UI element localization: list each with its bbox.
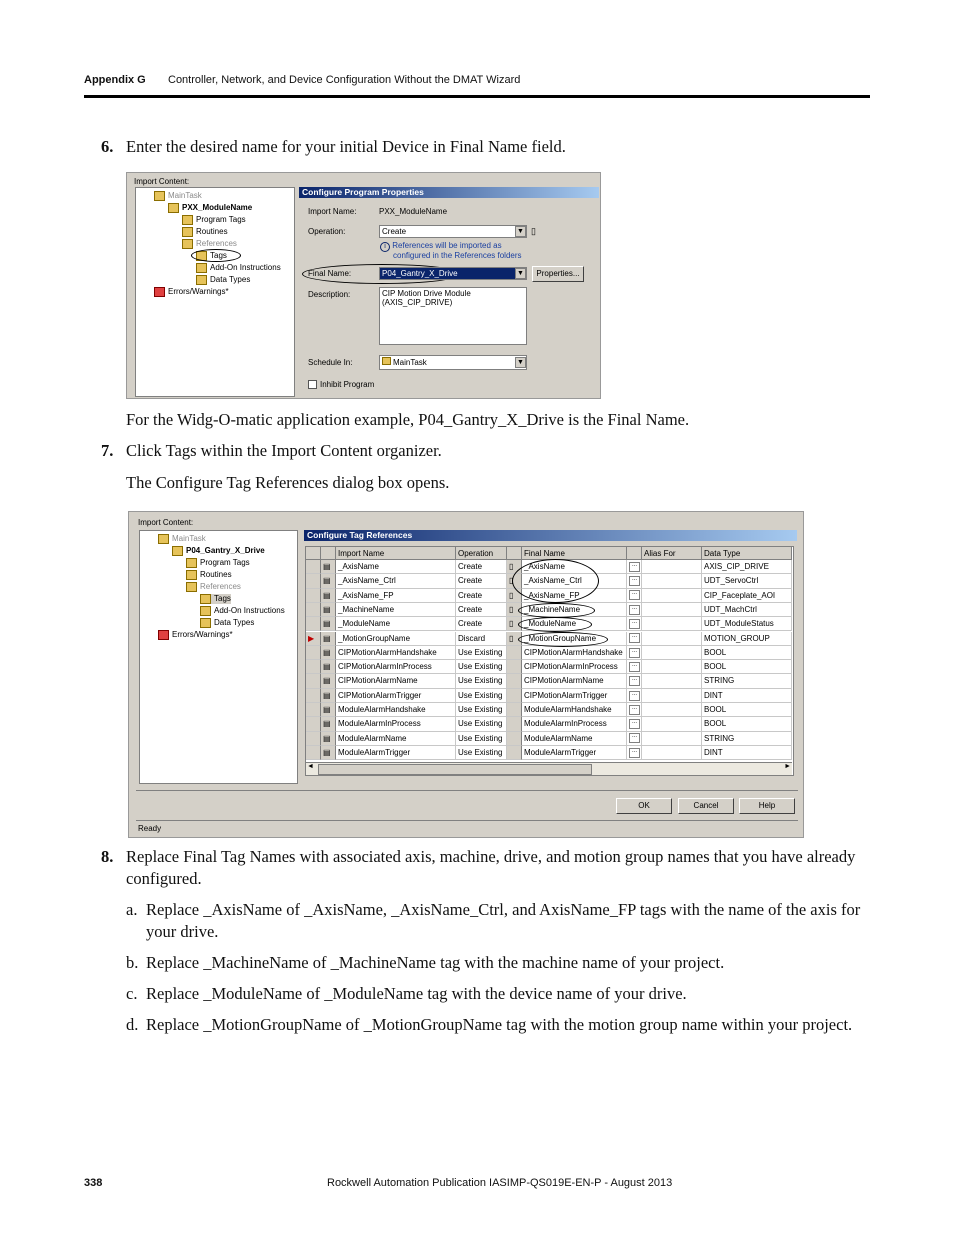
info-icon: i <box>380 242 390 252</box>
cell-final-icon[interactable]: ▯ <box>507 632 522 646</box>
horizontal-scrollbar[interactable] <box>306 762 792 775</box>
cell-import-name[interactable]: _MachineName <box>336 603 456 617</box>
row-tag-icon[interactable]: ▤ <box>321 632 336 646</box>
cell-data-type[interactable]: STRING <box>702 674 792 688</box>
cell-final-icon[interactable] <box>507 674 522 688</box>
cell-final-icon[interactable] <box>507 732 522 746</box>
cell-final-name[interactable]: _MotionGroupName <box>522 632 627 646</box>
row-marker[interactable] <box>306 646 321 660</box>
schedule-dropdown-arrow[interactable]: ▼ <box>515 357 526 368</box>
cell-alias-for[interactable] <box>642 674 702 688</box>
cell-operation[interactable]: Use Existing <box>456 732 507 746</box>
note-step-7: The Configure Tag References dialog box opens. <box>126 473 450 492</box>
cell-data-type[interactable]: DINT <box>702 746 792 760</box>
import-content-tree[interactable] <box>135 187 295 397</box>
header-title: Controller, Network, and Device Configuration Without the DMAT Wizard <box>168 74 521 86</box>
cell-ellipsis-button[interactable]: ... <box>627 646 642 660</box>
page-number: 338 <box>84 1177 103 1189</box>
substep-a: a. Replace _AxisName of _AxisName, _AxisName_Ctrl, and AxisName_FP tags with the name of the axis for your drive. <box>126 900 861 941</box>
cell-ellipsis-button[interactable]: ... <box>627 574 642 588</box>
tree-item-routines[interactable]: Routines <box>186 570 232 580</box>
step-text: Click Tags within the Import Content organizer. <box>126 441 442 460</box>
description-textarea[interactable]: CIP Motion Drive Module (AXIS_CIP_DRIVE) <box>379 287 527 345</box>
note-step-6: For the Widg-O-matic application example, P04_Gantry_X_Drive is the Final Name. <box>126 410 690 429</box>
cell-final-name[interactable]: ModuleAlarmTrigger <box>522 746 627 760</box>
cell-operation[interactable]: Create <box>456 603 507 617</box>
header-rule <box>84 95 870 98</box>
cell-ellipsis-button[interactable]: ... <box>627 560 642 574</box>
cell-alias-for[interactable] <box>642 574 702 588</box>
step-number: 7. <box>101 441 114 460</box>
cell-operation[interactable]: Use Existing <box>456 746 507 760</box>
module-name-highlight-oval <box>518 617 592 632</box>
cell-operation[interactable]: Create <box>456 574 507 588</box>
operation-label: Operation: <box>308 227 346 236</box>
cell-operation[interactable]: Use Existing <box>456 646 507 660</box>
row-tag-icon[interactable]: ▤ <box>321 560 336 574</box>
col-header-alias-for[interactable]: Alias For <box>642 547 702 560</box>
appendix-label: Appendix G <box>84 74 146 86</box>
import-content-tree[interactable] <box>139 530 298 784</box>
cell-final-name[interactable]: _AxisName <box>522 560 627 574</box>
row-marker[interactable] <box>306 674 321 688</box>
row-tag-icon[interactable]: ▤ <box>321 717 336 731</box>
row-marker[interactable] <box>306 574 321 588</box>
status-text: Ready <box>138 824 162 833</box>
row-tag-icon[interactable]: ▤ <box>321 574 336 588</box>
cell-alias-for[interactable] <box>642 660 702 674</box>
running-header <box>84 74 521 86</box>
cell-data-type[interactable]: BOOL <box>702 717 792 731</box>
cell-final-icon[interactable]: ▯ <box>507 574 522 588</box>
cell-operation[interactable]: Create <box>456 617 507 631</box>
tree-item-references[interactable]: References <box>182 239 237 249</box>
cell-final-icon[interactable] <box>507 746 522 760</box>
col-header-import-name[interactable]: Import Name <box>336 547 456 560</box>
col-header-final-icon <box>507 547 522 560</box>
col-header-final-name[interactable]: Final Name <box>522 547 627 560</box>
step-text: Replace Final Tag Names with associated axis, machine, drive, and motion group names that you have already configured. <box>126 847 856 888</box>
cell-data-type[interactable]: CIP_Faceplate_AOI <box>702 589 792 603</box>
cell-import-name[interactable]: ModuleAlarmTrigger <box>336 746 456 760</box>
row-marker[interactable] <box>306 689 321 703</box>
cell-final-name[interactable]: _AxisName_FP <box>522 589 627 603</box>
cell-data-type[interactable]: UDT_ServoCtrl <box>702 574 792 588</box>
cell-alias-for[interactable] <box>642 717 702 731</box>
cell-alias-for[interactable] <box>642 689 702 703</box>
col-header-operation[interactable]: Operation <box>456 547 507 560</box>
cell-data-type[interactable]: AXIS_CIP_DRIVE <box>702 560 792 574</box>
tree-item-references[interactable]: References <box>186 582 241 592</box>
cell-operation[interactable]: Create <box>456 589 507 603</box>
cell-final-name[interactable]: CIPMotionAlarmInProcess <box>522 660 627 674</box>
cell-operation[interactable]: Use Existing <box>456 703 507 717</box>
cell-alias-for[interactable] <box>642 746 702 760</box>
cell-data-type[interactable]: MOTION_GROUP <box>702 632 792 646</box>
panel-title: Configure Tag References <box>304 530 797 541</box>
col-header-blank <box>306 547 321 560</box>
tree-item-program-tags[interactable]: Program Tags <box>186 558 250 568</box>
cell-final-icon[interactable] <box>507 646 522 660</box>
motion-group-highlight-oval <box>518 632 608 647</box>
cell-operation[interactable]: Use Existing <box>456 674 507 688</box>
cell-ellipsis-button[interactable]: ... <box>627 589 642 603</box>
substep-c: c. Replace _ModuleName of _ModuleName tag with the device name of your drive. <box>126 984 687 1003</box>
row-marker[interactable] <box>306 617 321 631</box>
cell-final-name[interactable]: _AxisName_Ctrl <box>522 574 627 588</box>
row-marker[interactable] <box>306 746 321 760</box>
axis-names-highlight-oval <box>512 559 599 603</box>
properties-button[interactable]: Properties... <box>532 266 584 282</box>
substep-d: d. Replace _MotionGroupName of _MotionGroupName tag with the motion group name within your project. <box>126 1015 853 1034</box>
cell-final-icon[interactable] <box>507 689 522 703</box>
row-tag-icon[interactable]: ▤ <box>321 703 336 717</box>
document-icon[interactable]: ▯ <box>531 226 536 236</box>
tree-item-tags[interactable]: Tags <box>200 594 231 604</box>
scrollbar-thumb[interactable] <box>318 764 592 775</box>
panel-title: Configure Program Properties <box>299 187 599 198</box>
import-content-label: Import Content: <box>138 518 194 527</box>
schedule-select[interactable]: MainTask <box>379 355 527 370</box>
cell-ellipsis-button[interactable]: ... <box>627 717 642 731</box>
tree-item-aoi[interactable]: Add-On Instructions <box>196 263 281 273</box>
inhibit-checkbox[interactable]: Inhibit Program <box>308 380 374 389</box>
row-marker[interactable] <box>306 603 321 617</box>
cell-import-name[interactable]: _AxisName_Ctrl <box>336 574 456 588</box>
cell-ellipsis-button[interactable]: ... <box>627 689 642 703</box>
cell-alias-for[interactable] <box>642 560 702 574</box>
cell-alias-for[interactable] <box>642 732 702 746</box>
cell-import-name[interactable]: ModuleAlarmName <box>336 732 456 746</box>
operation-dropdown-arrow[interactable]: ▼ <box>515 226 526 237</box>
tree-item-errors[interactable]: Errors/Warnings* <box>158 630 233 640</box>
cell-import-name[interactable]: CIPMotionAlarmName <box>336 674 456 688</box>
cell-final-icon[interactable] <box>507 703 522 717</box>
row-tag-icon[interactable]: ▤ <box>321 746 336 760</box>
cell-alias-for[interactable] <box>642 603 702 617</box>
cell-data-type[interactable]: BOOL <box>702 703 792 717</box>
row-tag-icon[interactable]: ▤ <box>321 617 336 631</box>
cell-final-name[interactable]: ModuleAlarmHandshake <box>522 703 627 717</box>
row-tag-icon[interactable]: ▤ <box>321 646 336 660</box>
import-name-value: PXX_ModuleName <box>379 207 448 216</box>
row-marker[interactable] <box>306 717 321 731</box>
cell-operation[interactable]: Use Existing <box>456 689 507 703</box>
row-tag-icon[interactable]: ▤ <box>321 732 336 746</box>
tree-item-errors[interactable]: Errors/Warnings* <box>154 287 229 297</box>
cell-final-icon[interactable]: ▯ <box>507 603 522 617</box>
highlight-oval <box>191 249 241 262</box>
cell-import-name[interactable]: ModuleAlarmHandshake <box>336 703 456 717</box>
operation-select[interactable]: Create <box>379 225 527 238</box>
cell-data-type[interactable]: DINT <box>702 689 792 703</box>
tree-item-tags[interactable]: Tags <box>196 251 227 261</box>
step-number: 6. <box>101 137 114 156</box>
row-tag-icon[interactable]: ▤ <box>321 660 336 674</box>
cell-alias-for[interactable] <box>642 646 702 660</box>
final-name-label: Final Name: <box>308 269 352 278</box>
cell-final-name[interactable]: CIPMotionAlarmName <box>522 674 627 688</box>
cell-alias-for[interactable] <box>642 632 702 646</box>
tree-item-routines[interactable]: Routines <box>182 227 228 237</box>
cell-ellipsis-button[interactable]: ... <box>627 732 642 746</box>
description-label: Description: <box>308 290 351 299</box>
row-marker[interactable] <box>306 660 321 674</box>
row-marker[interactable] <box>306 732 321 746</box>
step-7 <box>101 440 442 462</box>
substep-b: b. Replace _MachineName of _MachineName tag with the machine name of your project. <box>126 953 725 972</box>
separator <box>136 790 798 791</box>
configure-program-properties-screenshot <box>126 172 601 399</box>
row-marker[interactable]: ▶ <box>306 632 321 646</box>
cell-final-icon[interactable] <box>507 717 522 731</box>
cell-final-name[interactable]: _ModuleName <box>522 617 627 631</box>
import-name-label: Import Name: <box>308 207 357 216</box>
cell-import-name[interactable]: _ModuleName <box>336 617 456 631</box>
cell-ellipsis-button[interactable]: ... <box>627 632 642 646</box>
col-header-icon <box>321 547 336 560</box>
cell-operation[interactable]: Discard <box>456 632 507 646</box>
tree-item-maintask[interactable]: MainTask <box>158 534 206 544</box>
cell-final-name[interactable]: ModuleAlarmName <box>522 732 627 746</box>
cell-data-type[interactable]: BOOL <box>702 646 792 660</box>
machine-name-highlight-oval <box>518 603 595 618</box>
tree-item-maintask[interactable]: MainTask <box>154 191 202 201</box>
cancel-button[interactable]: Cancel <box>678 798 734 814</box>
cell-data-type[interactable]: STRING <box>702 732 792 746</box>
tree-item-program[interactable]: PXX_ModuleName <box>168 203 252 213</box>
row-tag-icon[interactable]: ▤ <box>321 674 336 688</box>
cell-final-name[interactable]: CIPMotionAlarmTrigger <box>522 689 627 703</box>
cell-final-icon[interactable] <box>507 660 522 674</box>
cell-import-name[interactable]: CIPMotionAlarmHandshake <box>336 646 456 660</box>
cell-import-name[interactable]: _MotionGroupName <box>336 632 456 646</box>
publication-info: Rockwell Automation Publication IASIMP-QS019E-EN-P - August 2013 <box>327 1177 673 1189</box>
cell-final-icon[interactable]: ▯ <box>507 589 522 603</box>
step-number: 8. <box>101 847 114 866</box>
cell-operation[interactable]: Create <box>456 560 507 574</box>
final-name-input[interactable]: P04_Gantry_X_Drive <box>379 267 527 280</box>
cell-import-name[interactable]: _AxisName_FP <box>336 589 456 603</box>
schedule-label: Schedule In: <box>308 358 353 367</box>
info-line-1: i References will be imported as <box>380 241 502 252</box>
cell-import-name[interactable]: _AxisName <box>336 560 456 574</box>
cell-operation[interactable]: Use Existing <box>456 660 507 674</box>
configure-tag-references-screenshot <box>128 511 804 838</box>
tree-item-program[interactable]: P04_Gantry_X_Drive <box>172 546 265 556</box>
info-line-2: configured in the References folders <box>393 251 522 260</box>
cell-alias-for[interactable] <box>642 703 702 717</box>
help-button[interactable]: Help <box>739 798 795 814</box>
row-marker[interactable] <box>306 703 321 717</box>
scroll-right-icon[interactable]: ► <box>784 763 791 770</box>
cell-data-type[interactable]: UDT_MachCtrl <box>702 603 792 617</box>
step-6 <box>101 136 566 158</box>
status-separator <box>136 820 798 821</box>
cell-ellipsis-button[interactable]: ... <box>627 660 642 674</box>
tree-item-data-types[interactable]: Data Types <box>196 275 250 285</box>
step-8 <box>101 846 871 890</box>
cell-ellipsis-button[interactable]: ... <box>627 746 642 760</box>
row-tag-icon[interactable]: ▤ <box>321 603 336 617</box>
row-marker[interactable] <box>306 589 321 603</box>
cell-import-name[interactable]: CIPMotionAlarmInProcess <box>336 660 456 674</box>
col-header-data-type[interactable]: Data Type <box>702 547 792 560</box>
cell-final-name[interactable]: CIPMotionAlarmHandshake <box>522 646 627 660</box>
cell-data-type[interactable]: UDT_ModuleStatus <box>702 617 792 631</box>
cell-import-name[interactable]: CIPMotionAlarmTrigger <box>336 689 456 703</box>
cell-ellipsis-button[interactable]: ... <box>627 603 642 617</box>
cell-import-name[interactable]: ModuleAlarmInProcess <box>336 717 456 731</box>
cell-ellipsis-button[interactable]: ... <box>627 703 642 717</box>
cell-final-name[interactable]: _MachineName <box>522 603 627 617</box>
step-text: Enter the desired name for your initial Device in Final Name field. <box>126 137 566 156</box>
cell-alias-for[interactable] <box>642 617 702 631</box>
cell-alias-for[interactable] <box>642 589 702 603</box>
row-tag-icon[interactable]: ▤ <box>321 689 336 703</box>
import-content-label: Import Content: <box>134 177 190 186</box>
cell-final-name[interactable]: ModuleAlarmInProcess <box>522 717 627 731</box>
scroll-left-icon[interactable]: ◄ <box>307 763 314 770</box>
cell-operation[interactable]: Use Existing <box>456 717 507 731</box>
cell-ellipsis-button[interactable]: ... <box>627 617 642 631</box>
tree-item-program-tags[interactable]: Program Tags <box>182 215 246 225</box>
final-name-dropdown-arrow[interactable]: ▼ <box>515 268 526 279</box>
ok-button[interactable]: OK <box>616 798 672 814</box>
cell-final-icon[interactable]: ▯ <box>507 617 522 631</box>
row-marker[interactable] <box>306 560 321 574</box>
cell-data-type[interactable]: BOOL <box>702 660 792 674</box>
cell-ellipsis-button[interactable]: ... <box>627 674 642 688</box>
tree-item-data-types[interactable]: Data Types <box>200 618 254 628</box>
row-tag-icon[interactable]: ▤ <box>321 589 336 603</box>
col-header-ellipsis <box>627 547 642 560</box>
tree-item-aoi[interactable]: Add-On Instructions <box>200 606 285 616</box>
cell-final-icon[interactable]: ▯ <box>507 560 522 574</box>
